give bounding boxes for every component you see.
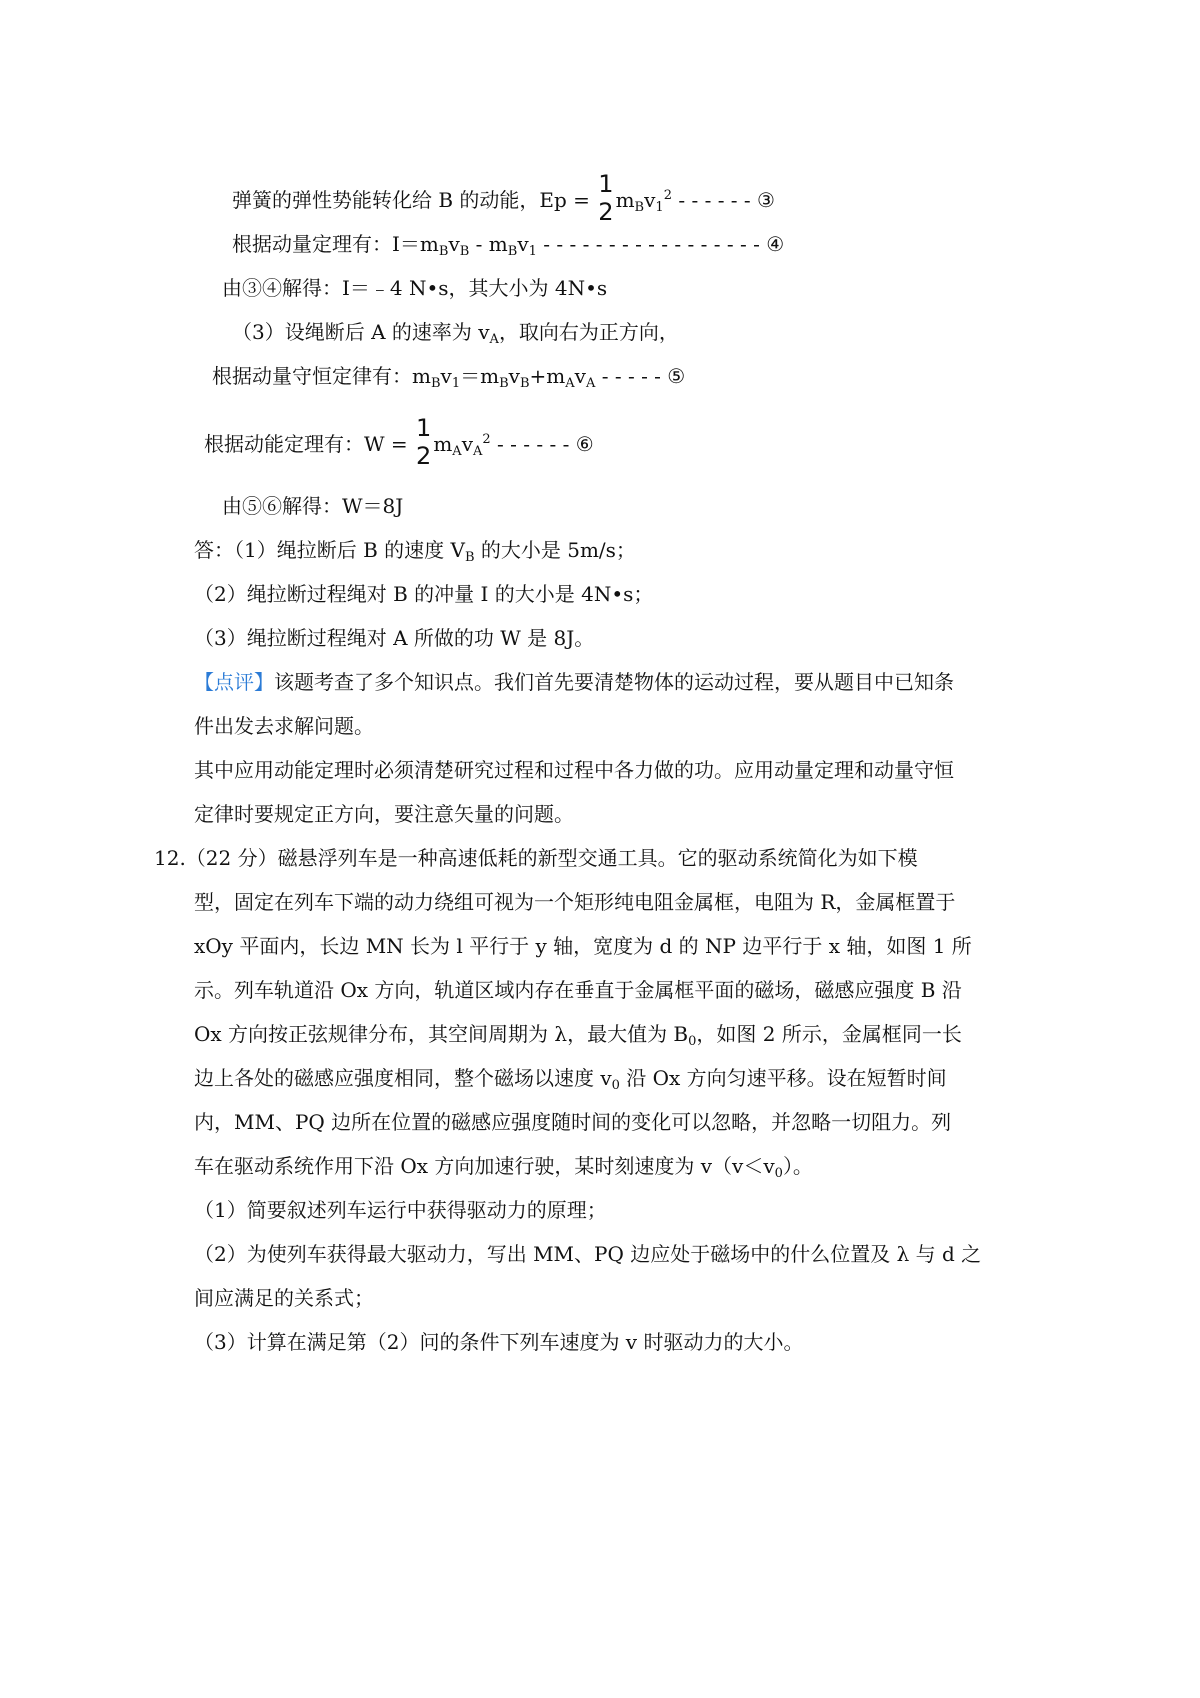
energy-text: 弹簧的弹性势能转化给 B 的动能，Ep xyxy=(232,188,574,212)
fraction-half xyxy=(598,170,613,226)
velocity-symbol: v xyxy=(440,364,452,388)
minus-term: - m xyxy=(469,232,508,256)
question-12-line-4: 示。列车轨道沿 Ox 方向，轨道区域内存在垂直于金属框平面的磁场，磁感应强度 B 沿 xyxy=(194,978,962,1002)
question-12-part-3: （3）计算在满足第（2）问的条件下列车速度为 v 时驱动力的大小。 xyxy=(194,1330,804,1354)
subscript: B xyxy=(499,376,509,391)
fraction-denominator: 2 xyxy=(598,197,614,226)
subscript: A xyxy=(473,444,483,459)
answer-1 xyxy=(194,536,636,572)
question-12-part-2: （2）为使列车获得最大驱动力，写出 MM、PQ 边应处于磁场中的什么位置及 λ 与 d 之 xyxy=(194,1242,982,1266)
subscript: 1 xyxy=(528,244,537,259)
equation-number: - - - - - - ⑥ xyxy=(490,432,594,456)
answer-text: 答：（1）绳拉断后 B 的速度 V xyxy=(194,538,465,562)
solution-work-line: 由⑤⑥解得：W＝8J xyxy=(222,494,404,518)
solution-impulse-line: 由③④解得：I＝﹣4 N•s，其大小为 4N•s xyxy=(222,276,608,300)
question-text: Ox 方向按正弦规律分布，其空间周期为 λ，最大值为 B xyxy=(194,1022,689,1046)
subscript: B xyxy=(507,244,518,259)
answer-text-tail: 的大小是 5m/s； xyxy=(474,538,636,562)
question-text-tail: ）。 xyxy=(782,1154,813,1178)
subscript: A xyxy=(585,376,596,391)
mass-symbol: m xyxy=(615,188,635,212)
question-12-line-5 xyxy=(194,1020,962,1056)
comment-line-2: 件出发去求解问题。 xyxy=(194,714,374,738)
velocity-symbol: v xyxy=(644,188,656,212)
momentum-conservation-line xyxy=(212,362,685,398)
equation-number: - - - - - - - - - - - - - - - - - ④ xyxy=(536,232,785,256)
kinetic-text: 根据动能定理有：W xyxy=(204,432,391,456)
question-12-line-7: 内，MM、PQ 边所在位置的磁感应强度随时间的变化可以忽略，并忽略一切阻力。列 xyxy=(194,1110,952,1134)
velocity-symbol: v xyxy=(461,432,473,456)
mass-symbol: m xyxy=(433,432,453,456)
subscript: B xyxy=(464,550,475,565)
comment-text: 该题考查了多个知识点。我们首先要清楚物体的运动过程，要从题目中已知条 xyxy=(274,670,954,694)
plus-term: +m xyxy=(529,364,566,388)
setup-text: （3）设绳断后 A 的速率为 v xyxy=(232,320,490,344)
subscript: A xyxy=(452,444,462,459)
kinetic-energy-line xyxy=(204,410,594,482)
subscript: 0 xyxy=(688,1034,697,1049)
fraction-denominator: 2 xyxy=(416,441,432,470)
superscript: 2 xyxy=(482,432,491,447)
fraction-numerator: 1 xyxy=(598,169,614,198)
equation-number: - - - - - ⑤ xyxy=(595,364,686,388)
question-12-part-2-cont: 间应满足的关系式； xyxy=(194,1286,374,1310)
velocity-symbol: v xyxy=(517,232,529,256)
subscript: B xyxy=(634,200,645,215)
question-text-tail: 沿 Ox 方向匀速平移。设在短暂时间 xyxy=(619,1066,947,1090)
conservation-text: 根据动量守恒定律有：m xyxy=(212,364,431,388)
superscript: 2 xyxy=(663,188,672,203)
comment-line-1 xyxy=(194,668,954,696)
question-12-part-1: （1）简要叙述列车运行中获得驱动力的原理； xyxy=(194,1198,607,1222)
question-12-line-2: 型，固定在列车下端的动力绕组可视为一个矩形纯电阻金属框，电阻为 R，金属框置于 xyxy=(194,890,956,914)
equation-number: - - - - - - ③ xyxy=(671,188,775,212)
equals-term: ＝m xyxy=(460,364,500,388)
velocity-symbol: v xyxy=(574,364,586,388)
fraction-numerator: 1 xyxy=(416,413,432,442)
question-text-tail: ，如图 2 所示，金属框同一长 xyxy=(696,1022,962,1046)
fraction-half xyxy=(416,414,431,470)
subscript: A xyxy=(489,332,499,347)
answer-3: （3）绳拉断过程绳对 A 所做的功 W 是 8J。 xyxy=(194,626,595,650)
question-12-line-8 xyxy=(194,1152,813,1188)
momentum-theorem-line xyxy=(232,230,784,266)
subscript: A xyxy=(565,376,575,391)
comment-line-4: 定律时要规定正方向，要注意矢量的问题。 xyxy=(194,802,574,826)
comment-tag: 【点评】 xyxy=(194,670,274,694)
setup-text-tail: ，取向右为正方向， xyxy=(498,320,679,344)
question-12-line-3: xOy 平面内，长边 MN 长为 l 平行于 y 轴，宽度为 d 的 NP 边平行于 x 轴，如图 1 所 xyxy=(194,934,972,958)
part3-setup-line xyxy=(232,318,679,354)
subscript: 0 xyxy=(611,1078,620,1093)
comment-line-3: 其中应用动能定理时必须清楚研究过程和过程中各力做的功。应用动量定理和动量守恒 xyxy=(194,758,954,782)
velocity-symbol: v xyxy=(448,232,460,256)
answer-2: （2）绳拉断过程绳对 B 的冲量 I 的大小是 4N•s； xyxy=(194,582,654,606)
velocity-symbol: v xyxy=(508,364,520,388)
question-12-line-1: 12.（22 分）磁悬浮列车是一种高速低耗的新型交通工具。它的驱动系统简化为如下模 xyxy=(154,846,918,870)
equals-sign: = xyxy=(390,432,408,456)
subscript: B xyxy=(519,376,530,391)
momentum-text: 根据动量定理有：I＝m xyxy=(232,232,439,256)
subscript: B xyxy=(459,244,470,259)
question-text: 车在驱动系统作用下沿 Ox 方向加速行驶，某时刻速度为 v（v＜v xyxy=(194,1154,775,1178)
energy-equation-line xyxy=(232,166,775,238)
subscript: 1 xyxy=(655,200,664,215)
question-text: 边上各处的磁感应强度相同，整个磁场以速度 v xyxy=(194,1066,612,1090)
subscript: 1 xyxy=(451,376,461,391)
equals-sign: = xyxy=(573,188,590,212)
subscript: B xyxy=(438,244,449,259)
subscript: B xyxy=(430,376,441,391)
subscript: 0 xyxy=(774,1166,783,1181)
question-12-line-6 xyxy=(194,1064,947,1100)
